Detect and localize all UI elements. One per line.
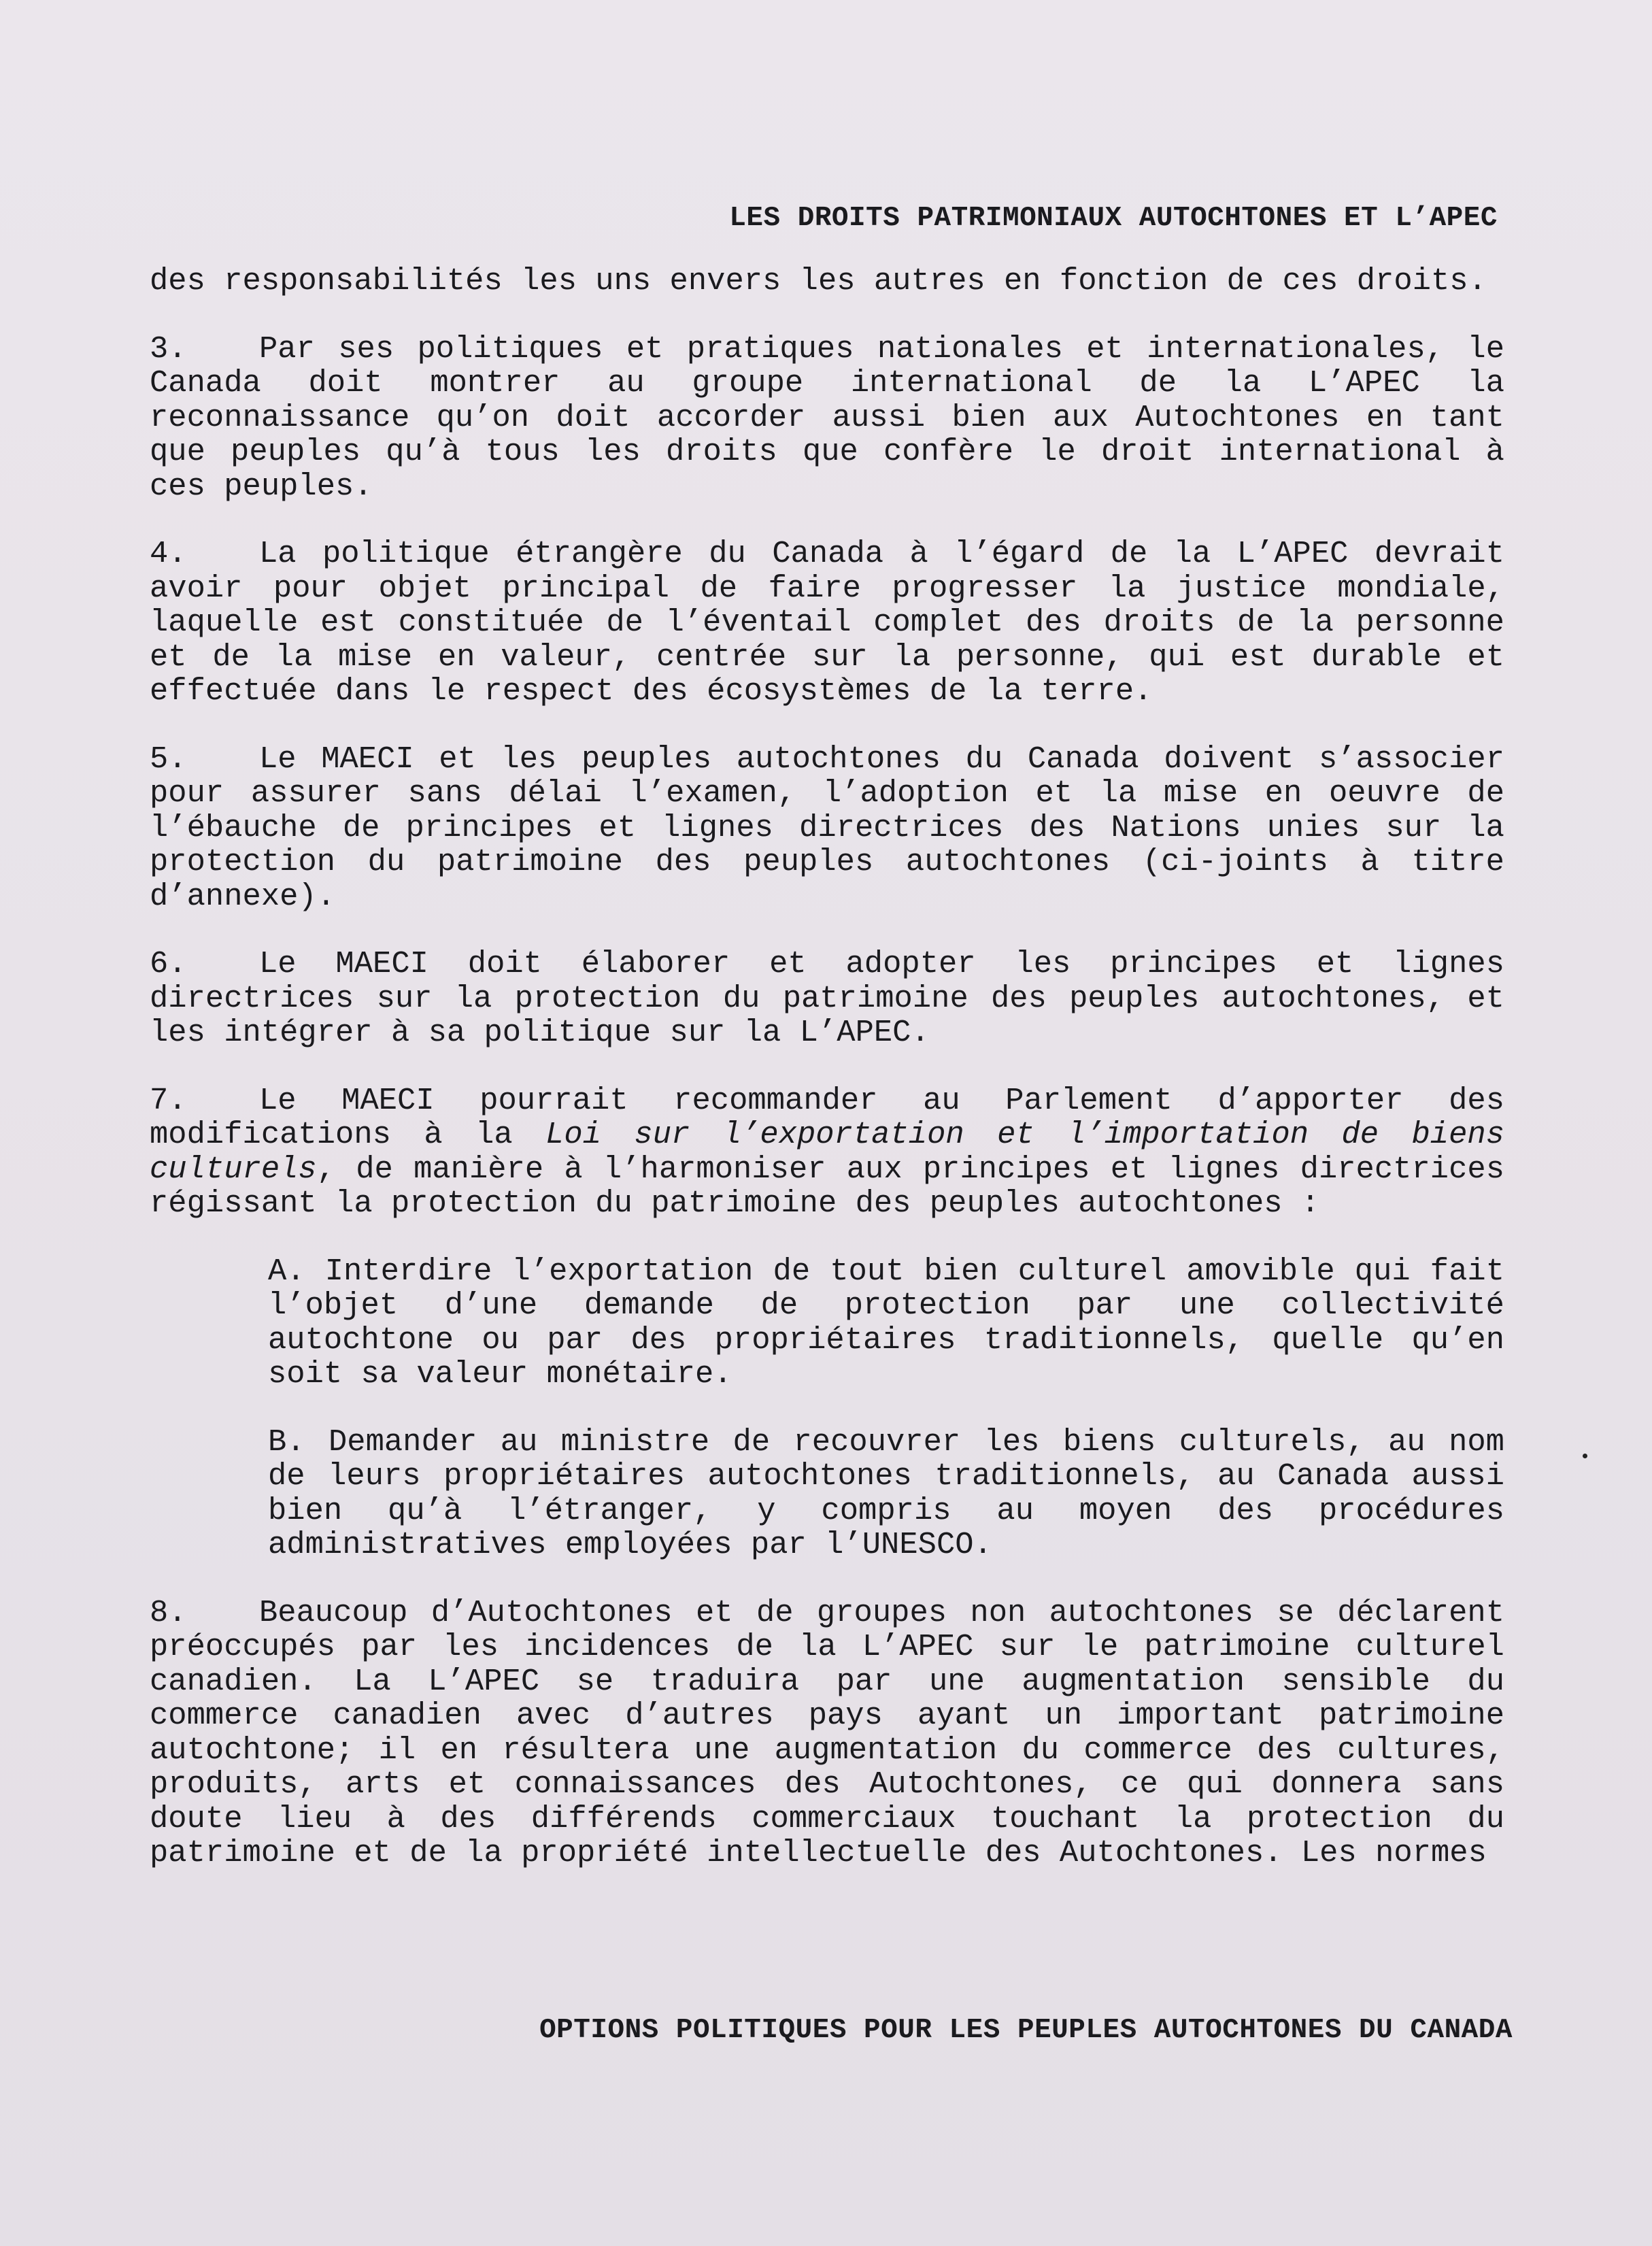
paragraph-4 xyxy=(150,537,1504,709)
paragraph-text: Le MAECI doit élaborer et adopter les principes et lignes directrices sur la protection du patrimoine des peuples autochtones, et les intégrer à sa politique sur la L’APEC. xyxy=(150,946,1504,1050)
paragraph-text: Par ses politiques et pratiques nationales et internationales, le Canada doit montrer au groupe international de la L’APEC la reconnaissance qu’on doit accorder aussi bien aux Autochtones en tant que peuples qu’à tous les droits que confère le droit international à ces peuples. xyxy=(150,331,1504,504)
paragraph-8 xyxy=(150,1596,1504,1871)
running-header: LES DROITS PATRIMONIAUX AUTOCHTONES ET L’APEC xyxy=(729,203,1498,234)
ink-speck xyxy=(1583,1454,1587,1458)
body-text xyxy=(150,264,1504,1904)
law-title: Loi sur l’exportation et l’importation de biens culturels xyxy=(150,1117,1504,1187)
continuation-paragraph: des responsabilités les uns envers les autres en fonction de ces droits. xyxy=(150,263,1487,299)
paragraph-number: 7. xyxy=(150,1082,187,1118)
paragraph-7 xyxy=(150,1084,1504,1221)
running-footer: OPTIONS POLITIQUES POUR LES PEUPLES AUTOCHTONES DU CANADA xyxy=(539,2015,1513,2046)
subitem-letter: A. xyxy=(268,1253,305,1289)
paragraph-number: 3. xyxy=(150,331,187,367)
subitem-text: Demander au ministre de recouvrer les biens culturels, au nom de leurs propriétaires autochtones traditionnels, au Canada aussi bien qu’à l’étranger, y compris au moyen des procédures administratives employées par l’UNESCO. xyxy=(268,1424,1504,1562)
paragraph-6 xyxy=(150,947,1504,1050)
paragraph-text: Le MAECI et les peuples autochtones du Canada doivent s’associer pour assurer sans délai l’examen, l’adoption et la mise en oeuvre de l’ébauche de principes et lignes directrices des Nations unies sur la protection du patrimoine des peuples autochtones (ci-joints à titre d’annexe). xyxy=(150,741,1504,914)
paragraph-3 xyxy=(150,332,1504,504)
subitem-text: Interdire l’exportation de tout bien culturel amovible qui fait l’objet d’une demande de protection par une collectivité autochtone ou par des propriétaires traditionnels, quelle qu’en soit sa valeur monétaire. xyxy=(268,1253,1504,1392)
paragraph-number: 8. xyxy=(150,1594,187,1630)
subitem-a xyxy=(150,1254,1504,1392)
paragraph-number: 5. xyxy=(150,741,187,777)
paragraph-text: La politique étrangère du Canada à l’égard de la L’APEC devrait avoir pour objet principal de faire progresser la justice mondiale, laquelle est constituée de l’éventail complet des droits de la personne et de la mise en valeur, centrée sur la personne, qui est durable et effectuée dans le respect des écosystèmes de la terre. xyxy=(150,536,1504,709)
paragraph-text: Beaucoup d’Autochtones et de groupes non autochtones se déclarent préoccupés par les incidences de la L’APEC sur le patrimoine culturel canadien. La L’APEC se traduira par une augmentation sensible du commerce canadien avec d’autres pays ayant un important patrimoine autochtone; il en résultera une augmentation du commerce des cultures, produits, arts et connaissances des Autochtones, ce qui donnera sans doute lieu à des différends commerciaux touchant la protection du patrimoine et de la propriété intellectuelle des Autochtones. Les normes xyxy=(150,1594,1504,1871)
subitem-letter: B. xyxy=(268,1424,305,1460)
paragraph-number: 6. xyxy=(150,946,187,982)
paragraph-text-before: Le MAECI pourrait recommander au Parlement d’apporter des modifications à la xyxy=(150,1082,1504,1152)
subitem-b xyxy=(150,1425,1504,1562)
paragraph-text-after: , de manière à l’harmoniser aux principes et lignes directrices régissant la protection du patrimoine des peuples autochtones : xyxy=(150,1151,1504,1221)
paragraph-number: 4. xyxy=(150,536,187,571)
paragraph-5 xyxy=(150,742,1504,914)
